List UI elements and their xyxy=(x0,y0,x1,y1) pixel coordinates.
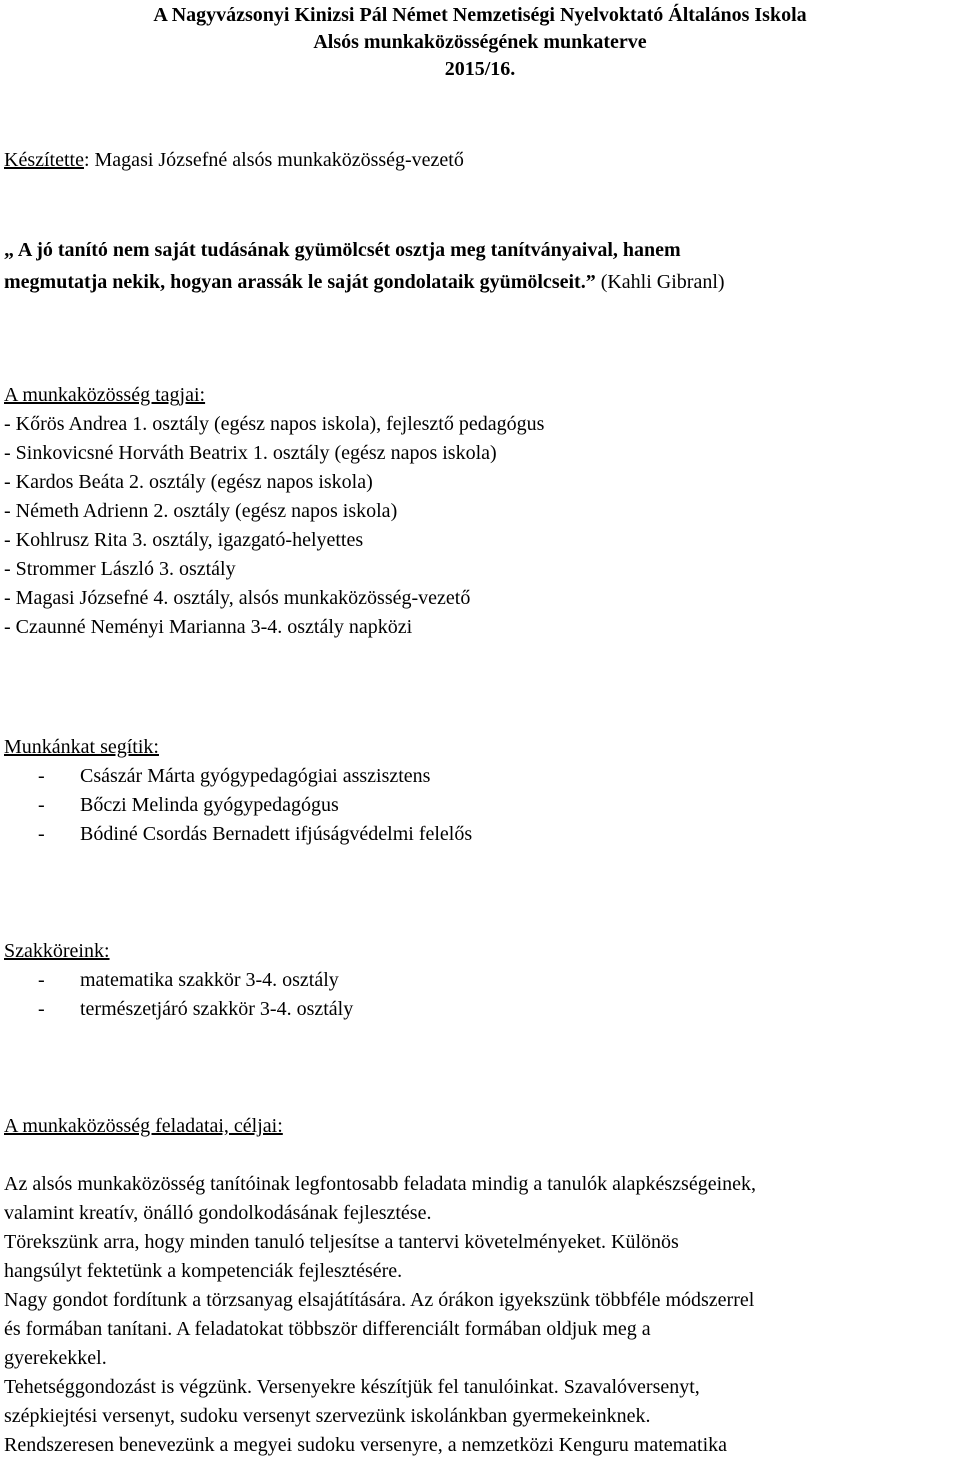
club-item xyxy=(4,995,944,1024)
helpers-list xyxy=(4,762,944,849)
author-text: : Magasi Józsefné alsós munkaközösség-vezető xyxy=(83,149,464,171)
member-item: - Kőrös Andrea 1. osztály (egész napos iskola), fejlesztő pedagógus xyxy=(4,413,545,435)
tasks-paragraph xyxy=(4,1170,956,1460)
member-item: - Magasi Józsefné 4. osztály, alsós munkaközösség-vezető xyxy=(4,587,471,609)
tasks-line: szépkiejtési versenyt, sudoku versenyt szervezünk iskolánkban gyermekeinknek. xyxy=(4,1405,651,1427)
tasks-line: valamint kreatív, önálló gondolkodásának fejlesztése. xyxy=(4,1202,432,1224)
document-header xyxy=(0,2,960,83)
quote-line-2-text: megmutatja nekik, hogyan arassák le saját gondolataik gyümölcseit.” xyxy=(4,271,596,293)
header-school-year: 2015/16. xyxy=(444,58,516,80)
helpers-section xyxy=(4,733,944,849)
member-item: - Strommer László 3. osztály xyxy=(4,558,236,580)
tasks-line: Az alsós munkaközösség tanítóinak legfontosabb feladata mindig a tanulók alapkészségeinek, xyxy=(4,1173,757,1195)
list-dash: - xyxy=(38,969,45,991)
helper-item-text: Bódiné Csordás Bernadett ifjúságvédelmi felelős xyxy=(80,823,473,845)
member-item: - Kardos Beáta 2. osztály (egész napos iskola) xyxy=(4,471,373,493)
tasks-line: gyerekekkel. xyxy=(4,1347,107,1369)
helper-item xyxy=(4,820,944,849)
club-item-text: természetjáró szakkör 3-4. osztály xyxy=(80,998,354,1020)
author-line xyxy=(4,146,464,175)
author-label: Készítette xyxy=(4,149,84,171)
quote-line-1: „ A jó tanító nem saját tudásának gyümölcsét osztja meg tanítványaival, hanem xyxy=(4,239,681,261)
quote-signature: (Kahli Gibranl) xyxy=(595,271,725,293)
clubs-list xyxy=(4,966,944,1024)
helper-item xyxy=(4,762,944,791)
club-item xyxy=(4,966,944,995)
tasks-heading-wrap xyxy=(4,1112,283,1141)
member-item: - Czaunné Neményi Marianna 3-4. osztály napközi xyxy=(4,616,413,638)
members-heading: A munkaközösség tagjai: xyxy=(4,384,206,406)
member-item: - Sinkovicsné Horváth Beatrix 1. osztály (egész napos iskola) xyxy=(4,442,497,464)
list-dash: - xyxy=(38,765,45,787)
clubs-heading: Szakköreink: xyxy=(4,940,110,962)
quote-line-2 xyxy=(4,266,725,298)
tasks-line: és formában tanítani. A feladatokat többször differenciált formában oldjuk meg a xyxy=(4,1318,651,1340)
tasks-line: Törekszünk arra, hogy minden tanuló teljesítse a tantervi követelményeket. Különös xyxy=(4,1231,679,1253)
helper-item xyxy=(4,791,944,820)
helper-item-text: Császár Márta gyógypedagógiai asszisztens xyxy=(80,765,431,787)
club-item-text: matematika szakkör 3-4. osztály xyxy=(80,969,339,991)
motto-quote xyxy=(4,234,725,298)
list-dash: - xyxy=(38,823,45,845)
clubs-section xyxy=(4,937,944,1024)
list-dash: - xyxy=(38,998,45,1020)
member-item: - Kohlrusz Rita 3. osztály, igazgató-helyettes xyxy=(4,529,364,551)
tasks-line: hangsúlyt fektetünk a kompetenciák fejlesztésére. xyxy=(4,1260,403,1282)
helper-item-text: Bőczi Melinda gyógypedagógus xyxy=(80,794,339,816)
tasks-heading: A munkaközösség feladatai, céljai: xyxy=(4,1115,283,1137)
member-item: - Németh Adrienn 2. osztály (egész napos iskola) xyxy=(4,500,398,522)
tasks-line: Rendszeresen benevezünk a megyei sudoku versenyre, a nemzetközi Kenguru matematika xyxy=(4,1434,728,1456)
tasks-line: Nagy gondot fordítunk a törzsanyag elsajátítására. Az órákon igyekszünk többféle módszerrel xyxy=(4,1289,755,1311)
tasks-line: Tehetséggondozást is végzünk. Versenyekre készítjük fel tanulóinkat. Szavalóversenyt, xyxy=(4,1376,700,1398)
list-dash: - xyxy=(38,794,45,816)
helpers-heading: Munkánkat segítik: xyxy=(4,736,159,758)
members-section xyxy=(4,381,544,642)
header-school-name: A Nagyvázsonyi Kinizsi Pál Német Nemzetiségi Nyelvoktató Általános Iskola xyxy=(153,4,807,26)
header-document-title: Alsós munkaközösségének munkaterve xyxy=(313,31,647,53)
